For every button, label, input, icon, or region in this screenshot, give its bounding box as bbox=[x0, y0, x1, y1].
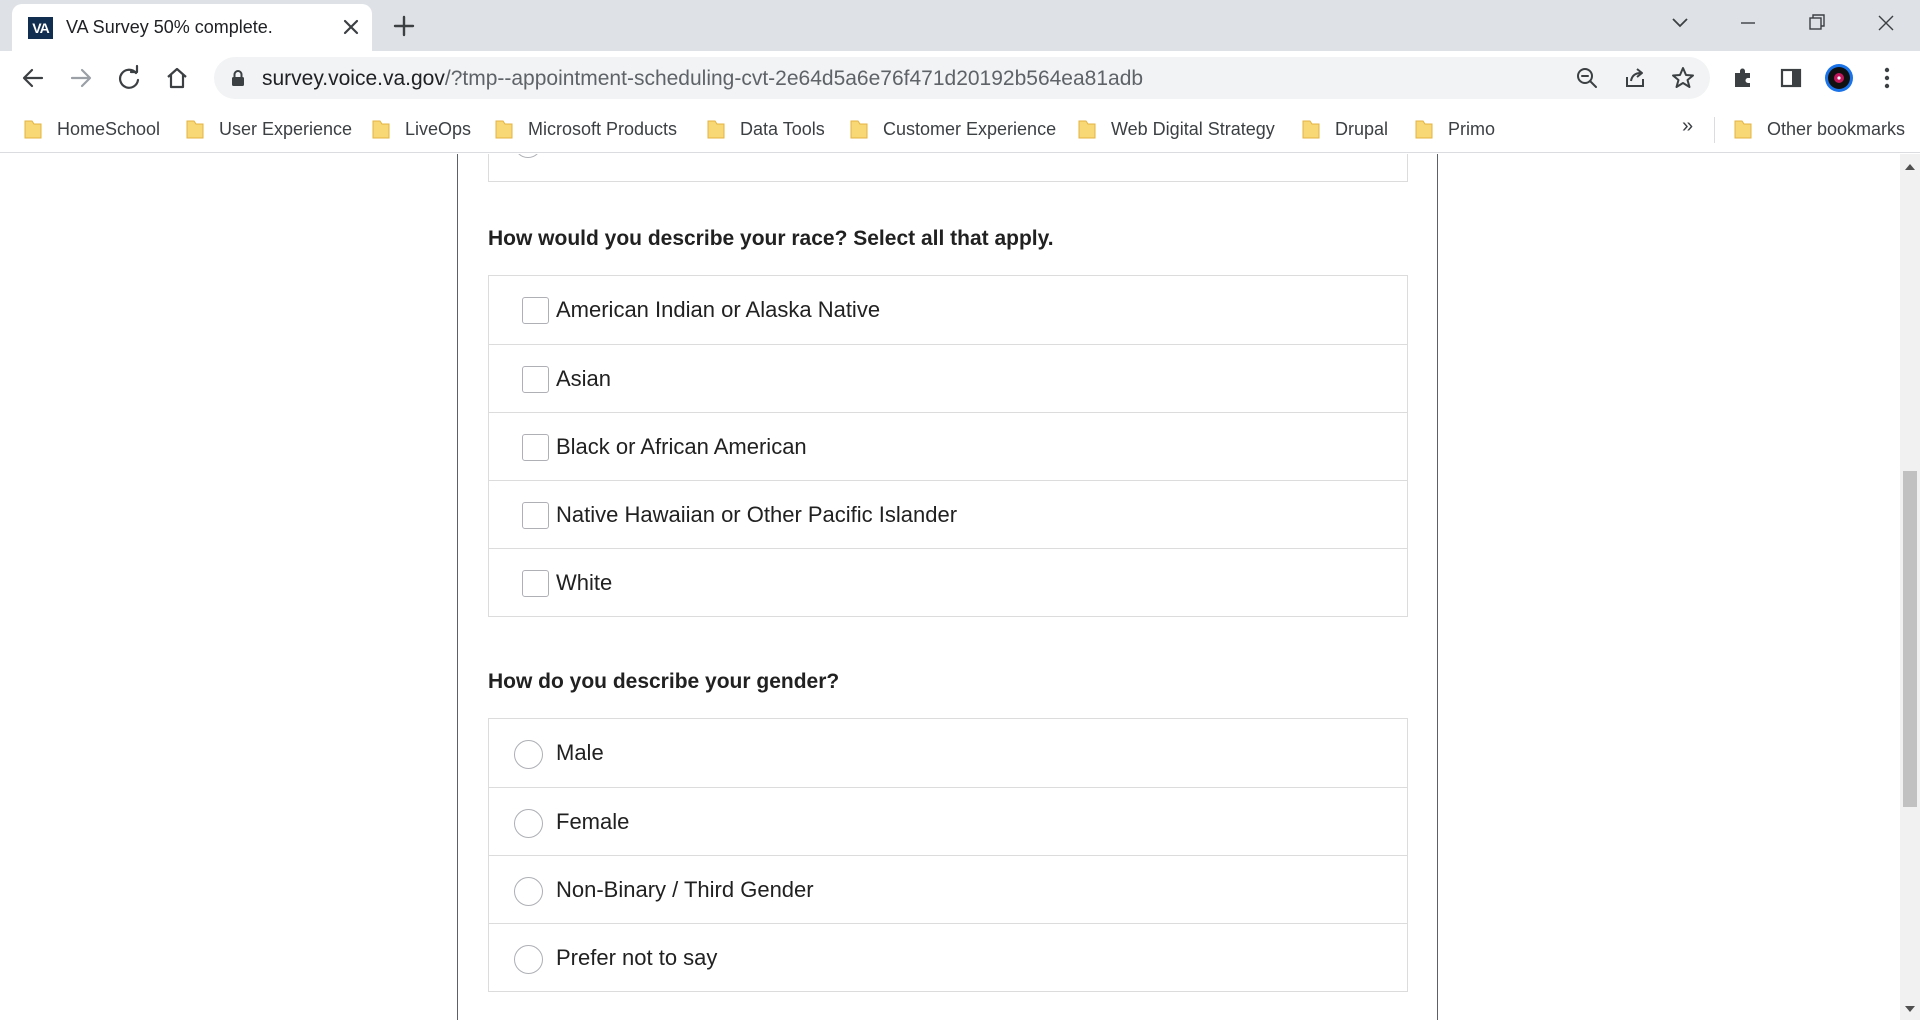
bookmark-folder-web-digital-strategy[interactable] bbox=[1078, 115, 1275, 143]
bookmark-label: Primo bbox=[1448, 118, 1496, 139]
previous-question-option-partial[interactable] bbox=[488, 154, 1408, 182]
bookmark-folder-homeschool[interactable] bbox=[24, 115, 160, 143]
radio-button[interactable] bbox=[514, 809, 543, 838]
checkbox[interactable] bbox=[522, 570, 549, 597]
tab-title: VA Survey 50% complete. bbox=[66, 17, 273, 37]
close-window-icon[interactable] bbox=[1866, 6, 1906, 40]
checkbox[interactable] bbox=[522, 434, 549, 461]
home-icon[interactable] bbox=[160, 61, 194, 95]
browser-toolbar bbox=[0, 51, 1920, 105]
option-label: Black or African American bbox=[556, 434, 807, 459]
radio-button[interactable] bbox=[514, 945, 543, 974]
gender-option-female[interactable] bbox=[489, 787, 1407, 855]
race-options-group bbox=[488, 275, 1408, 617]
option-label: Native Hawaiian or Other Pacific Islander bbox=[556, 502, 958, 527]
option-label: Asian bbox=[556, 366, 612, 391]
checkbox[interactable] bbox=[522, 297, 549, 324]
browser-tab-active[interactable] bbox=[12, 4, 372, 51]
url-host: survey.voice.va.gov bbox=[262, 67, 445, 90]
folder-icon bbox=[1078, 119, 1096, 139]
reload-icon[interactable] bbox=[112, 61, 146, 95]
bookmark-label: HomeSchool bbox=[57, 118, 161, 139]
gender-option-prefer-not-to-say[interactable] bbox=[489, 923, 1407, 991]
bookmark-folder-primo[interactable] bbox=[1415, 115, 1495, 143]
scrollbar-thumb[interactable] bbox=[1903, 471, 1917, 807]
option-label: White bbox=[556, 570, 613, 595]
page-viewport bbox=[0, 154, 1900, 1020]
bookmark-folder-customer-experience[interactable] bbox=[850, 115, 1056, 143]
gender-question-title: How do you describe your gender? bbox=[488, 670, 840, 693]
bookmark-label: Data Tools bbox=[740, 118, 825, 139]
bookmark-folder-data-tools[interactable] bbox=[707, 115, 825, 143]
bookmark-label: Web Digital Strategy bbox=[1111, 118, 1275, 139]
folder-icon bbox=[186, 119, 204, 139]
bookmark-star-icon[interactable] bbox=[1670, 65, 1696, 91]
folder-icon bbox=[707, 119, 725, 139]
bookmark-label: Customer Experience bbox=[883, 118, 1057, 139]
race-option-white[interactable] bbox=[489, 548, 1407, 616]
zoom-out-icon[interactable] bbox=[1574, 65, 1600, 91]
tab-strip bbox=[0, 0, 1920, 51]
race-option-american-indian[interactable] bbox=[489, 276, 1407, 344]
gender-options-group bbox=[488, 718, 1408, 992]
folder-icon bbox=[495, 119, 513, 139]
bookmark-label: User Experience bbox=[219, 118, 353, 139]
bookmark-folder-microsoft-products[interactable] bbox=[495, 115, 677, 143]
side-panel-icon[interactable] bbox=[1774, 61, 1808, 95]
profile-avatar-icon[interactable] bbox=[1822, 61, 1856, 95]
url-path: /?tmp--appointment-scheduling-cvt-2e64d5a6e76f471d20192b564ea81adb bbox=[444, 67, 1144, 90]
radio-button[interactable] bbox=[514, 877, 543, 906]
race-option-asian[interactable] bbox=[489, 344, 1407, 412]
scroll-down-arrow-icon[interactable] bbox=[1905, 1006, 1915, 1012]
page-scrollbar[interactable] bbox=[1900, 154, 1920, 1020]
scroll-up-arrow-icon[interactable] bbox=[1905, 164, 1915, 170]
gender-option-non-binary[interactable] bbox=[489, 855, 1407, 923]
race-question-title: How would you describe your race? Select all that apply. bbox=[488, 227, 1054, 250]
va-favicon-icon: VA bbox=[28, 17, 53, 39]
gender-option-male[interactable] bbox=[489, 719, 1407, 787]
bookmark-label: Microsoft Products bbox=[528, 118, 678, 139]
checkbox[interactable] bbox=[522, 366, 549, 393]
minimize-icon[interactable] bbox=[1728, 6, 1768, 40]
tab-search-chevron-down-icon[interactable] bbox=[1660, 6, 1700, 40]
bookmarks-bar bbox=[0, 105, 1920, 153]
new-tab-icon[interactable] bbox=[388, 10, 420, 42]
bookmark-folder-liveops[interactable] bbox=[372, 115, 471, 143]
extensions-puzzle-icon[interactable] bbox=[1726, 61, 1760, 95]
option-label: American Indian or Alaska Native bbox=[556, 297, 881, 322]
option-label: Non-Binary / Third Gender bbox=[556, 877, 814, 902]
bookmark-folder-user-experience[interactable] bbox=[186, 115, 352, 143]
bookmark-label: Other bookmarks bbox=[1767, 118, 1906, 139]
bookmarks-overflow-chevron-icon[interactable]: » bbox=[1682, 115, 1694, 137]
browser-menu-icon[interactable] bbox=[1870, 61, 1904, 95]
option-label: Female bbox=[556, 809, 630, 834]
race-option-native-hawaiian[interactable] bbox=[489, 480, 1407, 548]
share-icon[interactable] bbox=[1622, 65, 1648, 91]
checkbox[interactable] bbox=[522, 502, 549, 529]
bookmarks-divider bbox=[1714, 117, 1715, 143]
race-option-black[interactable] bbox=[489, 412, 1407, 480]
close-tab-icon[interactable] bbox=[338, 14, 364, 40]
radio-button[interactable] bbox=[514, 154, 542, 158]
lock-icon[interactable] bbox=[228, 68, 248, 88]
bookmark-label: Drupal bbox=[1335, 118, 1389, 139]
option-label: Prefer not to say bbox=[556, 945, 718, 970]
folder-icon bbox=[1734, 119, 1752, 139]
restore-window-icon[interactable] bbox=[1796, 6, 1836, 40]
address-bar[interactable] bbox=[214, 57, 1710, 99]
bookmark-label: LiveOps bbox=[405, 118, 472, 139]
folder-icon bbox=[850, 119, 868, 139]
survey-container bbox=[457, 154, 1438, 1020]
url-text[interactable] bbox=[262, 67, 1143, 91]
folder-icon bbox=[24, 119, 42, 139]
radio-button[interactable] bbox=[514, 740, 543, 769]
folder-icon bbox=[372, 119, 390, 139]
folder-icon bbox=[1302, 119, 1320, 139]
bookmark-folder-other-bookmarks[interactable] bbox=[1734, 115, 1905, 143]
back-arrow-icon[interactable] bbox=[16, 61, 50, 95]
option-label: Male bbox=[556, 740, 604, 765]
bookmark-folder-drupal[interactable] bbox=[1302, 115, 1388, 143]
forward-arrow-icon[interactable] bbox=[64, 61, 98, 95]
folder-icon bbox=[1415, 119, 1433, 139]
